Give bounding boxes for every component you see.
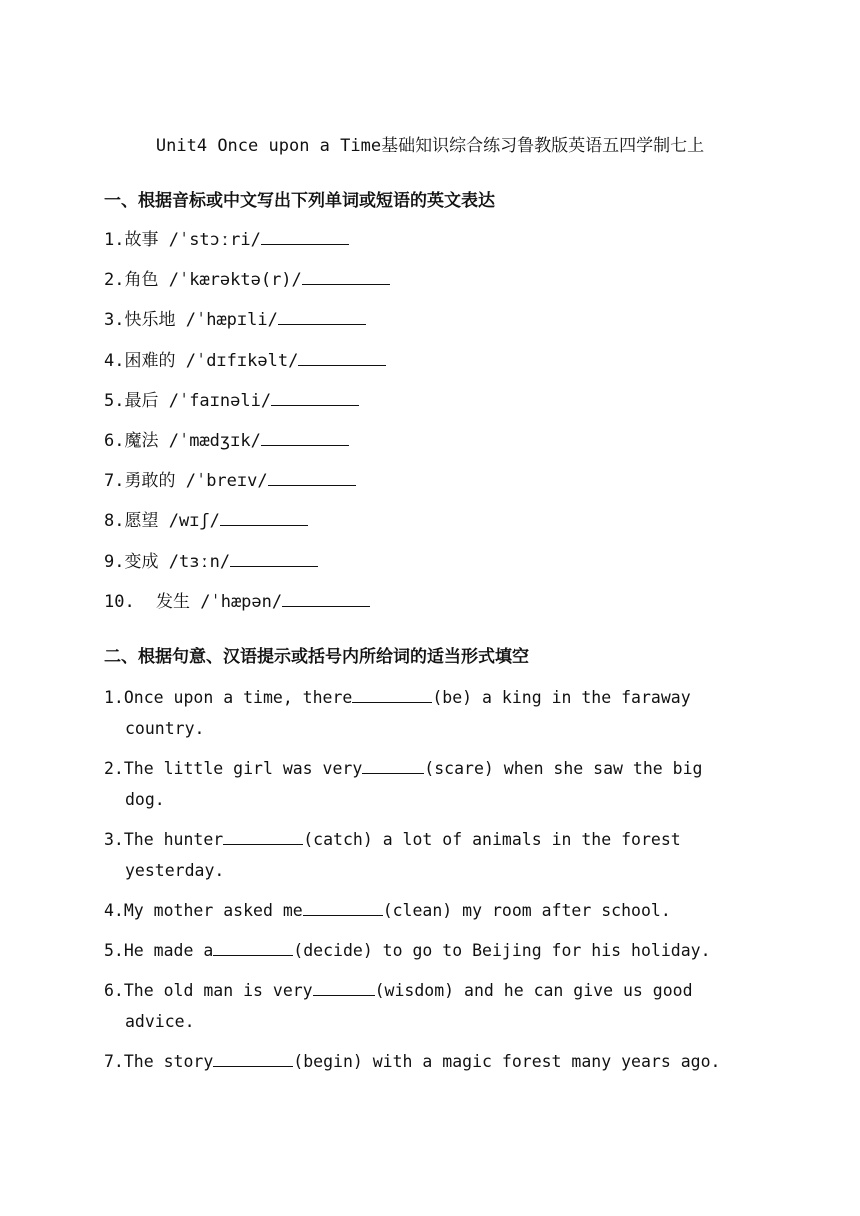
answer-blank[interactable] [220, 507, 308, 526]
item-number: 7. [104, 1052, 124, 1071]
sentence-after-blank: (decide) to go to Beijing for his holiday. [293, 941, 711, 960]
sentence-after-blank: (begin) with a magic forest many years ago. [293, 1052, 721, 1071]
answer-blank[interactable] [261, 226, 349, 245]
vocab-list [104, 226, 744, 628]
sentence-list [104, 682, 744, 1086]
sentence-before-blank: The little girl was very [123, 759, 363, 778]
sentence-before-blank: The hunter [123, 830, 224, 849]
answer-blank[interactable] [352, 684, 432, 703]
item-number: 8. [104, 511, 125, 532]
sentence-before-blank: He made a [123, 941, 214, 960]
item-number: 9. [104, 551, 125, 572]
answer-blank[interactable] [362, 755, 424, 774]
vocab-item [104, 427, 744, 467]
item-number: 6. [104, 430, 125, 451]
answer-blank[interactable] [268, 467, 356, 486]
sentence-after-blank: (be) a king in the faraway country. [125, 688, 701, 738]
answer-blank[interactable] [213, 1048, 293, 1067]
sentence-after-blank: (scare) when she saw the big dog. [125, 759, 713, 809]
item-prompt: 最后 /ˈfaɪnəli/ [124, 390, 272, 411]
sentence-after-blank: (clean) my room after school. [382, 901, 671, 920]
vocab-item [104, 347, 744, 387]
item-number: 1. [104, 688, 124, 707]
item-prompt: 困难的 /ˈdɪfɪkəlt/ [124, 350, 299, 371]
item-prompt: 勇敢的 /ˈbreɪv/ [124, 471, 268, 492]
answer-blank[interactable] [302, 266, 390, 285]
sentence-before-blank: My mother asked me [123, 901, 303, 920]
vocab-item [104, 588, 744, 628]
answer-blank[interactable] [223, 826, 303, 845]
sentence-item [104, 895, 744, 926]
item-number: 1. [104, 230, 125, 250]
sentence-item [104, 753, 744, 815]
vocab-item [104, 467, 744, 507]
section-1-heading: 一、根据音标或中文写出下列单词或短语的英文表达 [104, 191, 495, 211]
answer-blank[interactable] [261, 427, 349, 446]
item-prompt: 发生 /ˈhæpən/ [156, 591, 283, 612]
answer-blank[interactable] [282, 588, 370, 607]
item-number: 3. [104, 830, 124, 849]
sentence-before-blank: The story [123, 1052, 214, 1071]
item-number: 6. [104, 981, 124, 1000]
sentence-item [104, 1046, 744, 1077]
sentence-after-blank: (catch) a lot of animals in the forest yesterday. [125, 830, 691, 880]
sentence-before-blank: Once upon a time, there [123, 688, 353, 707]
vocab-item [104, 266, 744, 306]
vocab-item [104, 387, 744, 427]
answer-blank[interactable] [230, 548, 318, 567]
item-number: 2. [104, 270, 125, 291]
sentence-item [104, 824, 744, 886]
item-prompt: 变成 /tɜːn/ [124, 551, 231, 572]
sentence-item [104, 975, 744, 1037]
answer-blank[interactable] [213, 937, 293, 956]
answer-blank[interactable] [271, 387, 359, 406]
vocab-item [104, 507, 744, 547]
item-prompt: 故事 /ˈstɔːri/ [124, 230, 261, 250]
item-number: 4. [104, 901, 124, 920]
item-number: 3. [104, 310, 125, 331]
item-prompt: 愿望 /wɪʃ/ [124, 511, 220, 532]
vocab-item [104, 306, 744, 346]
item-number: 5. [104, 941, 124, 960]
item-number: 4. [104, 350, 125, 371]
sentence-item [104, 682, 744, 744]
item-number: 7. [104, 471, 125, 492]
answer-blank[interactable] [303, 897, 383, 916]
item-prompt: 快乐地 /ˈhæpɪli/ [124, 310, 278, 331]
section-2-heading: 二、根据句意、汉语提示或括号内所给词的适当形式填空 [104, 647, 529, 667]
item-number: 2. [104, 759, 124, 778]
item-prompt: 角色 /ˈkærəktə(r)/ [124, 270, 302, 291]
answer-blank[interactable] [313, 977, 375, 996]
vocab-item [104, 548, 744, 588]
item-prompt: 魔法 /ˈmædʒɪk/ [124, 430, 261, 451]
sentence-after-blank: (wisdom) and he can give us good advice. [125, 981, 703, 1031]
answer-blank[interactable] [278, 306, 366, 325]
item-number: 5. [104, 390, 125, 411]
item-number: 10. [104, 591, 135, 612]
vocab-item [104, 226, 744, 266]
answer-blank[interactable] [298, 347, 386, 366]
sentence-before-blank: The old man is very [123, 981, 313, 1000]
page-title: Unit4 Once upon a Time基础知识综合练习鲁教版英语五四学制七上 [155, 136, 705, 156]
sentence-item [104, 935, 744, 966]
